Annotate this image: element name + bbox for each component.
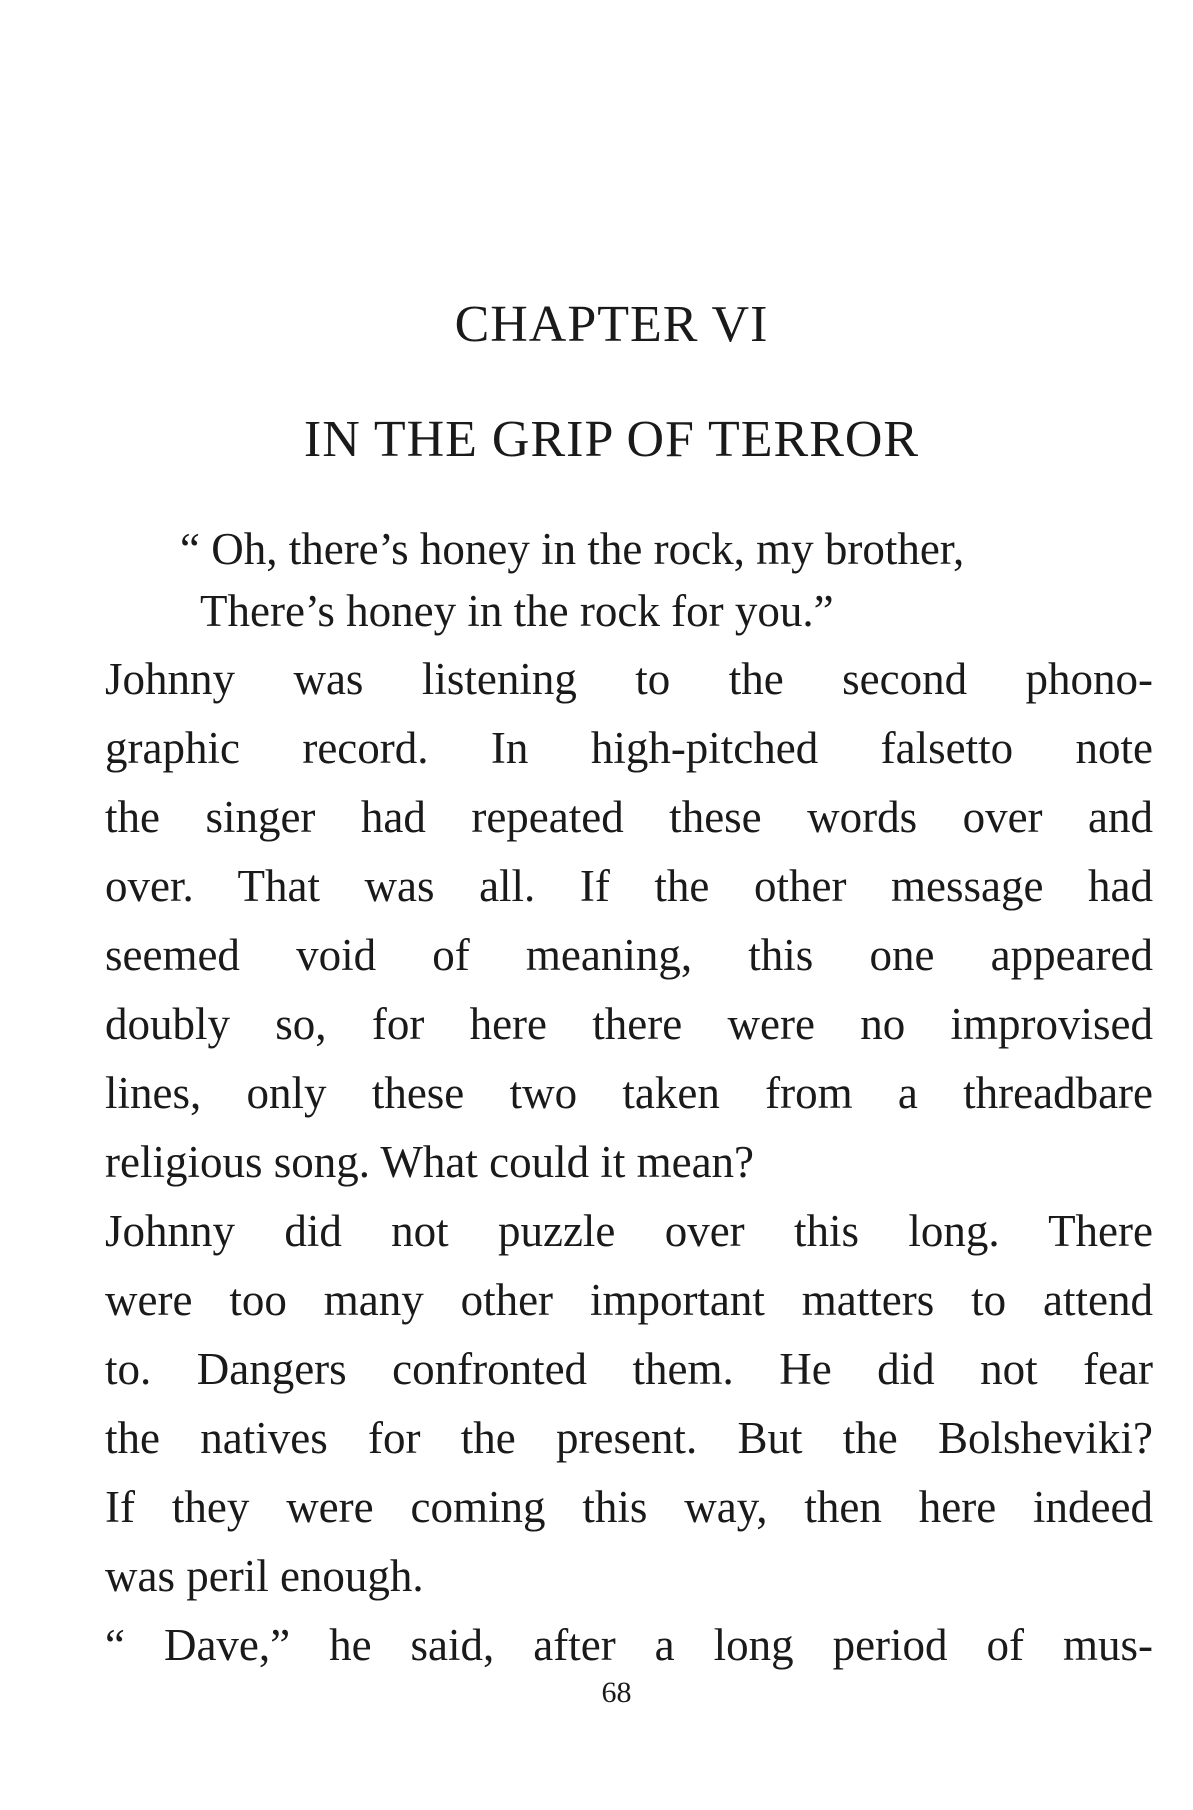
epigraph	[180, 518, 1140, 642]
text-line: religious song. What could it mean?	[105, 1137, 755, 1187]
text-line: seemed void of meaning, this one appeared	[105, 930, 1153, 980]
text-line: over. That was all. If the other message had	[105, 861, 1153, 911]
text-line: Johnny did not puzzle over this long. There	[105, 1206, 1153, 1256]
paragraph	[105, 1611, 1153, 1680]
text-line: If they were coming this way, then here indeed	[105, 1482, 1153, 1532]
text-line: Johnny was listening to the second phono-	[105, 654, 1153, 704]
text-line: “ Dave,” he said, after a long period of mus-	[105, 1620, 1153, 1670]
body-text	[105, 645, 1153, 1680]
text-line: were too many other important matters to attend	[105, 1275, 1153, 1325]
text-line: lines, only these two taken from a threadbare	[105, 1068, 1153, 1118]
chapter-title: IN THE GRIP OF TERROR	[303, 411, 920, 468]
epigraph-line: “ Oh, there’s honey in the rock, my brother,	[180, 524, 965, 574]
text-line: was peril enough.	[105, 1551, 424, 1601]
epigraph-line: There’s honey in the rock for you.”	[200, 586, 834, 636]
text-line: doubly so, for here there were no improvised	[105, 999, 1153, 1049]
chapter-number: CHAPTER VI	[454, 296, 769, 353]
text-line: the natives for the present. But the Bolsheviki?	[105, 1413, 1153, 1463]
paragraph	[105, 645, 1153, 1197]
text-line: to. Dangers confronted them. He did not fear	[105, 1344, 1153, 1394]
text-line: graphic record. In high-pitched falsetto note	[105, 723, 1153, 773]
text-line: the singer had repeated these words over and	[105, 792, 1153, 842]
page-number: 68	[601, 1676, 632, 1709]
paragraph	[105, 1197, 1153, 1611]
